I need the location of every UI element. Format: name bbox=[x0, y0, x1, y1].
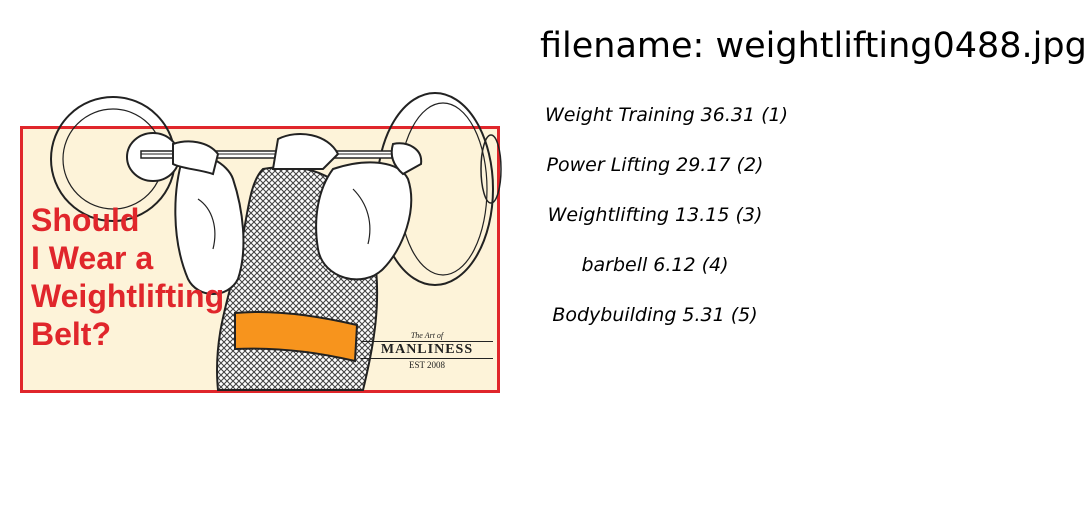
poster-headline bbox=[31, 201, 224, 353]
prediction-5: Bodybuilding 5.31 (5) bbox=[552, 304, 758, 326]
filename-title: filename: weightlifting0488.jpg bbox=[540, 26, 1087, 66]
headline-line-4: Belt? bbox=[31, 316, 111, 352]
headline-line-2: I Wear a bbox=[31, 240, 154, 276]
headline-line-3: Weightlifting bbox=[31, 278, 225, 314]
mustache-icon bbox=[361, 359, 493, 371]
headline-line-1: Should bbox=[31, 202, 140, 238]
manliness-logo bbox=[361, 331, 493, 371]
weightlifting-image bbox=[20, 126, 500, 393]
prediction-1: Weight Training 36.31 (1) bbox=[545, 104, 789, 126]
logo-tagline: The Art of bbox=[410, 331, 444, 340]
prediction-2: Power Lifting 29.17 (2) bbox=[546, 154, 764, 176]
logo-wordmark: MANLINESS bbox=[361, 341, 493, 359]
prediction-4: barbell 6.12 (4) bbox=[581, 254, 729, 276]
logo-est: EST 2008 bbox=[408, 360, 446, 370]
prediction-3: Weightlifting 13.15 (3) bbox=[547, 204, 763, 226]
